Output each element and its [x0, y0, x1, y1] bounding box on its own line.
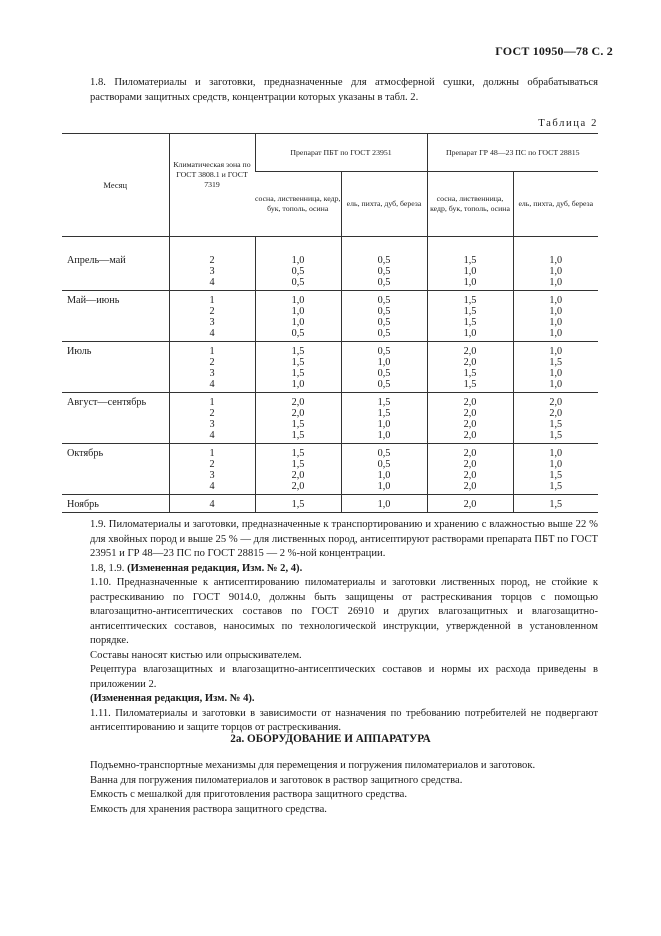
cell-value: 1,5: [549, 470, 563, 481]
gr-spruce-cell: [513, 393, 598, 444]
cell-value: 0,5: [377, 459, 391, 470]
paragraph-brush: Составы наносят кистью или опрыскивателем.: [90, 649, 302, 661]
cell-value: 1,5: [463, 368, 477, 379]
cell-value: 1,0: [549, 266, 563, 277]
gr-pine-cell: [427, 495, 513, 513]
cell-value: 2,0: [549, 408, 563, 419]
cell-value: 2,0: [291, 470, 305, 481]
cell-value: 1,0: [549, 295, 563, 306]
paragraph-1-8: [62, 76, 598, 105]
header-pbt: Препарат ПБТ по ГОСТ 23951: [255, 134, 427, 172]
table-row: [62, 342, 598, 393]
cell-value: 2,0: [463, 346, 477, 357]
cell-value: 0,5: [377, 346, 391, 357]
cell-value: 0,5: [291, 266, 305, 277]
revision-bold: (Измененная редакция, Изм. № 4).: [90, 693, 255, 704]
cell-value: 3: [209, 419, 215, 430]
subheader-gr-spruce: ель, пихта, дуб, береза: [513, 172, 598, 237]
cell-value: 0,5: [377, 277, 391, 288]
page-header: ГОСТ 10950—78 С. 2: [495, 44, 613, 58]
cell-value: 1,5: [291, 448, 305, 459]
cell-value: 1: [209, 295, 215, 306]
month-cell: [62, 393, 169, 444]
table-row: [62, 291, 598, 342]
pbt-pine-cell: [255, 291, 341, 342]
month-label: Июль: [67, 346, 92, 357]
month-cell: [62, 495, 169, 513]
cell-value: 1,5: [549, 499, 563, 510]
cell-value: 1,5: [463, 306, 477, 317]
equipment-item: Подъемно-транспортные механизмы для перемещения и погружения пиломатериалов и заготовок.: [90, 760, 536, 771]
cell-value: 1,0: [291, 295, 305, 306]
cell-value: 2: [209, 306, 215, 317]
cell-value: 2,0: [463, 448, 477, 459]
cell-value: 2,0: [463, 459, 477, 470]
zone-cell: [169, 237, 255, 291]
cell-value: 1,5: [291, 419, 305, 430]
cell-value: 1,0: [377, 499, 391, 510]
cell-value: 1,5: [463, 379, 477, 390]
pbt-pine-cell: [255, 444, 341, 495]
cell-value: 1,5: [463, 295, 477, 306]
month-label: Апрель—май: [67, 255, 126, 266]
cell-value: 1,0: [377, 481, 391, 492]
table-row: [62, 393, 598, 444]
cell-value: 1,0: [377, 470, 391, 481]
cell-value: 1,0: [463, 328, 477, 339]
gr-spruce-cell: [513, 444, 598, 495]
paragraph-text: 1.9. Пиломатериалы и заготовки, предназначенные к транспортированию и хранению с влажностью выше 22 % для хвойных пород и выше 25 % — для лиственных пород, антисептируют растворами препарата ПБТ по ГОСТ 23951 и ГР 48—23 ПС по ГОСТ 28815 — 2 %-ной концентрации.: [90, 519, 598, 559]
gr-spruce-cell: [513, 495, 598, 513]
cell-value: 1,0: [291, 317, 305, 328]
header-gr: Препарат ГР 48—23 ПС по ГОСТ 28815: [427, 134, 598, 172]
cell-value: 0,5: [377, 368, 391, 379]
header-month: Месяц: [62, 134, 169, 237]
cell-value: 2: [209, 357, 215, 368]
subheader-gr-pine: сосна, лиственница, кедр, бук, тополь, осина: [427, 172, 513, 237]
gr-pine-cell: [427, 393, 513, 444]
cell-value: 1,0: [549, 368, 563, 379]
cell-value: 1,0: [549, 306, 563, 317]
cell-value: 4: [209, 328, 215, 339]
cell-value: 0,5: [291, 328, 305, 339]
cell-value: 1,0: [291, 255, 305, 266]
pbt-pine-cell: [255, 237, 341, 291]
month-cell: [62, 444, 169, 495]
pbt-pine-cell: [255, 495, 341, 513]
month-cell: [62, 291, 169, 342]
month-label: Октябрь: [67, 448, 104, 459]
cell-value: 1,0: [549, 317, 563, 328]
cell-value: 1,0: [549, 328, 563, 339]
cell-value: 0,5: [377, 295, 391, 306]
cell-value: 1,0: [377, 430, 391, 441]
cell-value: 1,5: [291, 459, 305, 470]
cell-value: 2: [209, 459, 215, 470]
table-caption: Таблица 2: [538, 118, 598, 129]
cell-value: 1,0: [549, 448, 563, 459]
cell-value: 1,5: [549, 357, 563, 368]
subheader-pbt-spruce: ель, пихта, дуб, береза: [341, 172, 427, 237]
paragraph-1-9: [62, 518, 598, 736]
cell-value: 1,0: [463, 277, 477, 288]
zone-cell: [169, 342, 255, 393]
cell-value: 2,0: [291, 397, 305, 408]
subheader-pbt-pine: сосна, лиственница, кедр, бук, тополь, осина: [255, 172, 341, 237]
gr-spruce-cell: [513, 342, 598, 393]
cell-value: 1,5: [549, 481, 563, 492]
revision-note-1: [62, 562, 598, 577]
gr-pine-cell: [427, 444, 513, 495]
cell-value: 1,5: [549, 419, 563, 430]
revision-bold: (Измененная редакция, Изм. № 2, 4).: [127, 562, 303, 574]
paragraph-recipe: Рецептура влагозащитных и влагозащитно-антисептических составов и нормы их расхода приведены в приложении 2.: [90, 664, 598, 690]
paragraph-1-11: 1.11. Пиломатериалы и заготовки в зависимости от назначения по требованию потребителей не подвергают антисептированию и защите торцов от растрескивания.: [90, 707, 598, 733]
gr-pine-cell: [427, 291, 513, 342]
cell-value: 4: [209, 481, 215, 492]
pbt-spruce-cell: [341, 237, 427, 291]
pbt-pine-cell: [255, 342, 341, 393]
cell-value: 1: [209, 346, 215, 357]
cell-value: 0,5: [291, 277, 305, 288]
cell-value: 3: [209, 317, 215, 328]
cell-value: 2: [209, 255, 215, 266]
month-cell: [62, 237, 169, 291]
cell-value: 0,5: [377, 306, 391, 317]
cell-value: 2,0: [291, 481, 305, 492]
cell-value: 1,0: [291, 379, 305, 390]
cell-value: 4: [209, 430, 215, 441]
cell-value: 2,0: [463, 430, 477, 441]
equipment-item: Емкость с мешалкой для приготовления раствора защитного средства.: [90, 789, 407, 800]
cell-value: 1,0: [549, 277, 563, 288]
equipment-item: Ванна для погружения пиломатериалов и заготовок в раствор защитного средства.: [90, 774, 463, 786]
cell-value: 2,0: [463, 397, 477, 408]
pbt-spruce-cell: [341, 444, 427, 495]
cell-value: 3: [209, 266, 215, 277]
cell-value: 2: [209, 408, 215, 419]
zone-cell: [169, 291, 255, 342]
table-row: [62, 237, 598, 291]
cell-value: 1,5: [549, 430, 563, 441]
cell-value: 1,0: [549, 346, 563, 357]
month-label: Ноябрь: [67, 499, 99, 510]
cell-value: 1,0: [549, 255, 563, 266]
cell-value: 1,5: [291, 430, 305, 441]
cell-value: 1,5: [377, 408, 391, 419]
zone-cell: [169, 495, 255, 513]
cell-value: 0,5: [377, 317, 391, 328]
cell-value: 1,0: [549, 459, 563, 470]
paragraph-1-10: 1.10. Предназначенные к антисептированию пиломатериалы и заготовки лиственных пород, не стойкие к растрескиванию по ГОСТ 9014.0, должны быть защищены от растрескивания торцов с помощью влагозащитно-антисептических составов по ГОСТ 26910 и других влагозащитных и влагозащитно-антисептических составов, наносимых по технологической инструкции, утвержденной в установленном порядке.: [90, 577, 598, 646]
zone-cell: [169, 393, 255, 444]
cell-value: 1,0: [377, 419, 391, 430]
gr-pine-cell: [427, 342, 513, 393]
cell-value: 2,0: [463, 408, 477, 419]
cell-value: 0,5: [377, 379, 391, 390]
month-label: Август—сентябрь: [67, 397, 147, 408]
pbt-spruce-cell: [341, 495, 427, 513]
cell-value: 1,5: [463, 255, 477, 266]
cell-value: 1,0: [549, 379, 563, 390]
section-items: [62, 759, 598, 817]
table-row: [62, 444, 598, 495]
cell-value: 0,5: [377, 448, 391, 459]
cell-value: 1: [209, 397, 215, 408]
pbt-spruce-cell: [341, 291, 427, 342]
cell-value: 2,0: [463, 499, 477, 510]
data-table: [62, 133, 598, 513]
table-body: [62, 237, 598, 513]
cell-value: 1: [209, 448, 215, 459]
pbt-pine-cell: [255, 393, 341, 444]
header-zone: Климатическая зона по ГОСТ 3808.1 и ГОСТ 7319: [169, 134, 255, 237]
cell-value: 0,5: [377, 328, 391, 339]
paragraph-text: 1.8. Пиломатериалы и заготовки, предназначенные для атмосферной сушки, должны обрабатываться растворами защитных средств, концентрации которых указаны в табл. 2.: [90, 77, 598, 103]
cell-value: 2,0: [463, 419, 477, 430]
cell-value: 2,0: [291, 408, 305, 419]
revision-prefix: 1.8, 1.9.: [90, 562, 128, 574]
cell-value: 1,5: [291, 357, 305, 368]
cell-value: 4: [209, 379, 215, 390]
equipment-item: Емкость для хранения раствора защитного средства.: [90, 803, 327, 815]
cell-value: 0,5: [377, 266, 391, 277]
cell-value: 1,5: [291, 368, 305, 379]
gr-pine-cell: [427, 237, 513, 291]
cell-value: 1,0: [463, 266, 477, 277]
cell-value: 1,0: [291, 306, 305, 317]
cell-value: 2,0: [463, 357, 477, 368]
month-label: Май—июнь: [67, 295, 120, 306]
cell-value: 3: [209, 470, 215, 481]
revision-note-2: [62, 692, 598, 707]
cell-value: 1,5: [377, 397, 391, 408]
gr-spruce-cell: [513, 291, 598, 342]
pbt-spruce-cell: [341, 342, 427, 393]
cell-value: 2,0: [463, 470, 477, 481]
month-cell: [62, 342, 169, 393]
pbt-spruce-cell: [341, 393, 427, 444]
cell-value: 1,5: [291, 346, 305, 357]
cell-value: 1,0: [377, 357, 391, 368]
cell-value: 4: [209, 277, 215, 288]
cell-value: 1,5: [291, 499, 305, 510]
cell-value: 2,0: [463, 481, 477, 492]
gr-spruce-cell: [513, 237, 598, 291]
table-row: [62, 495, 598, 513]
section-title: 2а. ОБОРУДОВАНИЕ И АППАРАТУРА: [230, 733, 431, 745]
cell-value: 2,0: [549, 397, 563, 408]
cell-value: 3: [209, 368, 215, 379]
zone-cell: [169, 444, 255, 495]
cell-value: 0,5: [377, 255, 391, 266]
cell-value: 1,5: [463, 317, 477, 328]
cell-value: 4: [209, 499, 215, 510]
